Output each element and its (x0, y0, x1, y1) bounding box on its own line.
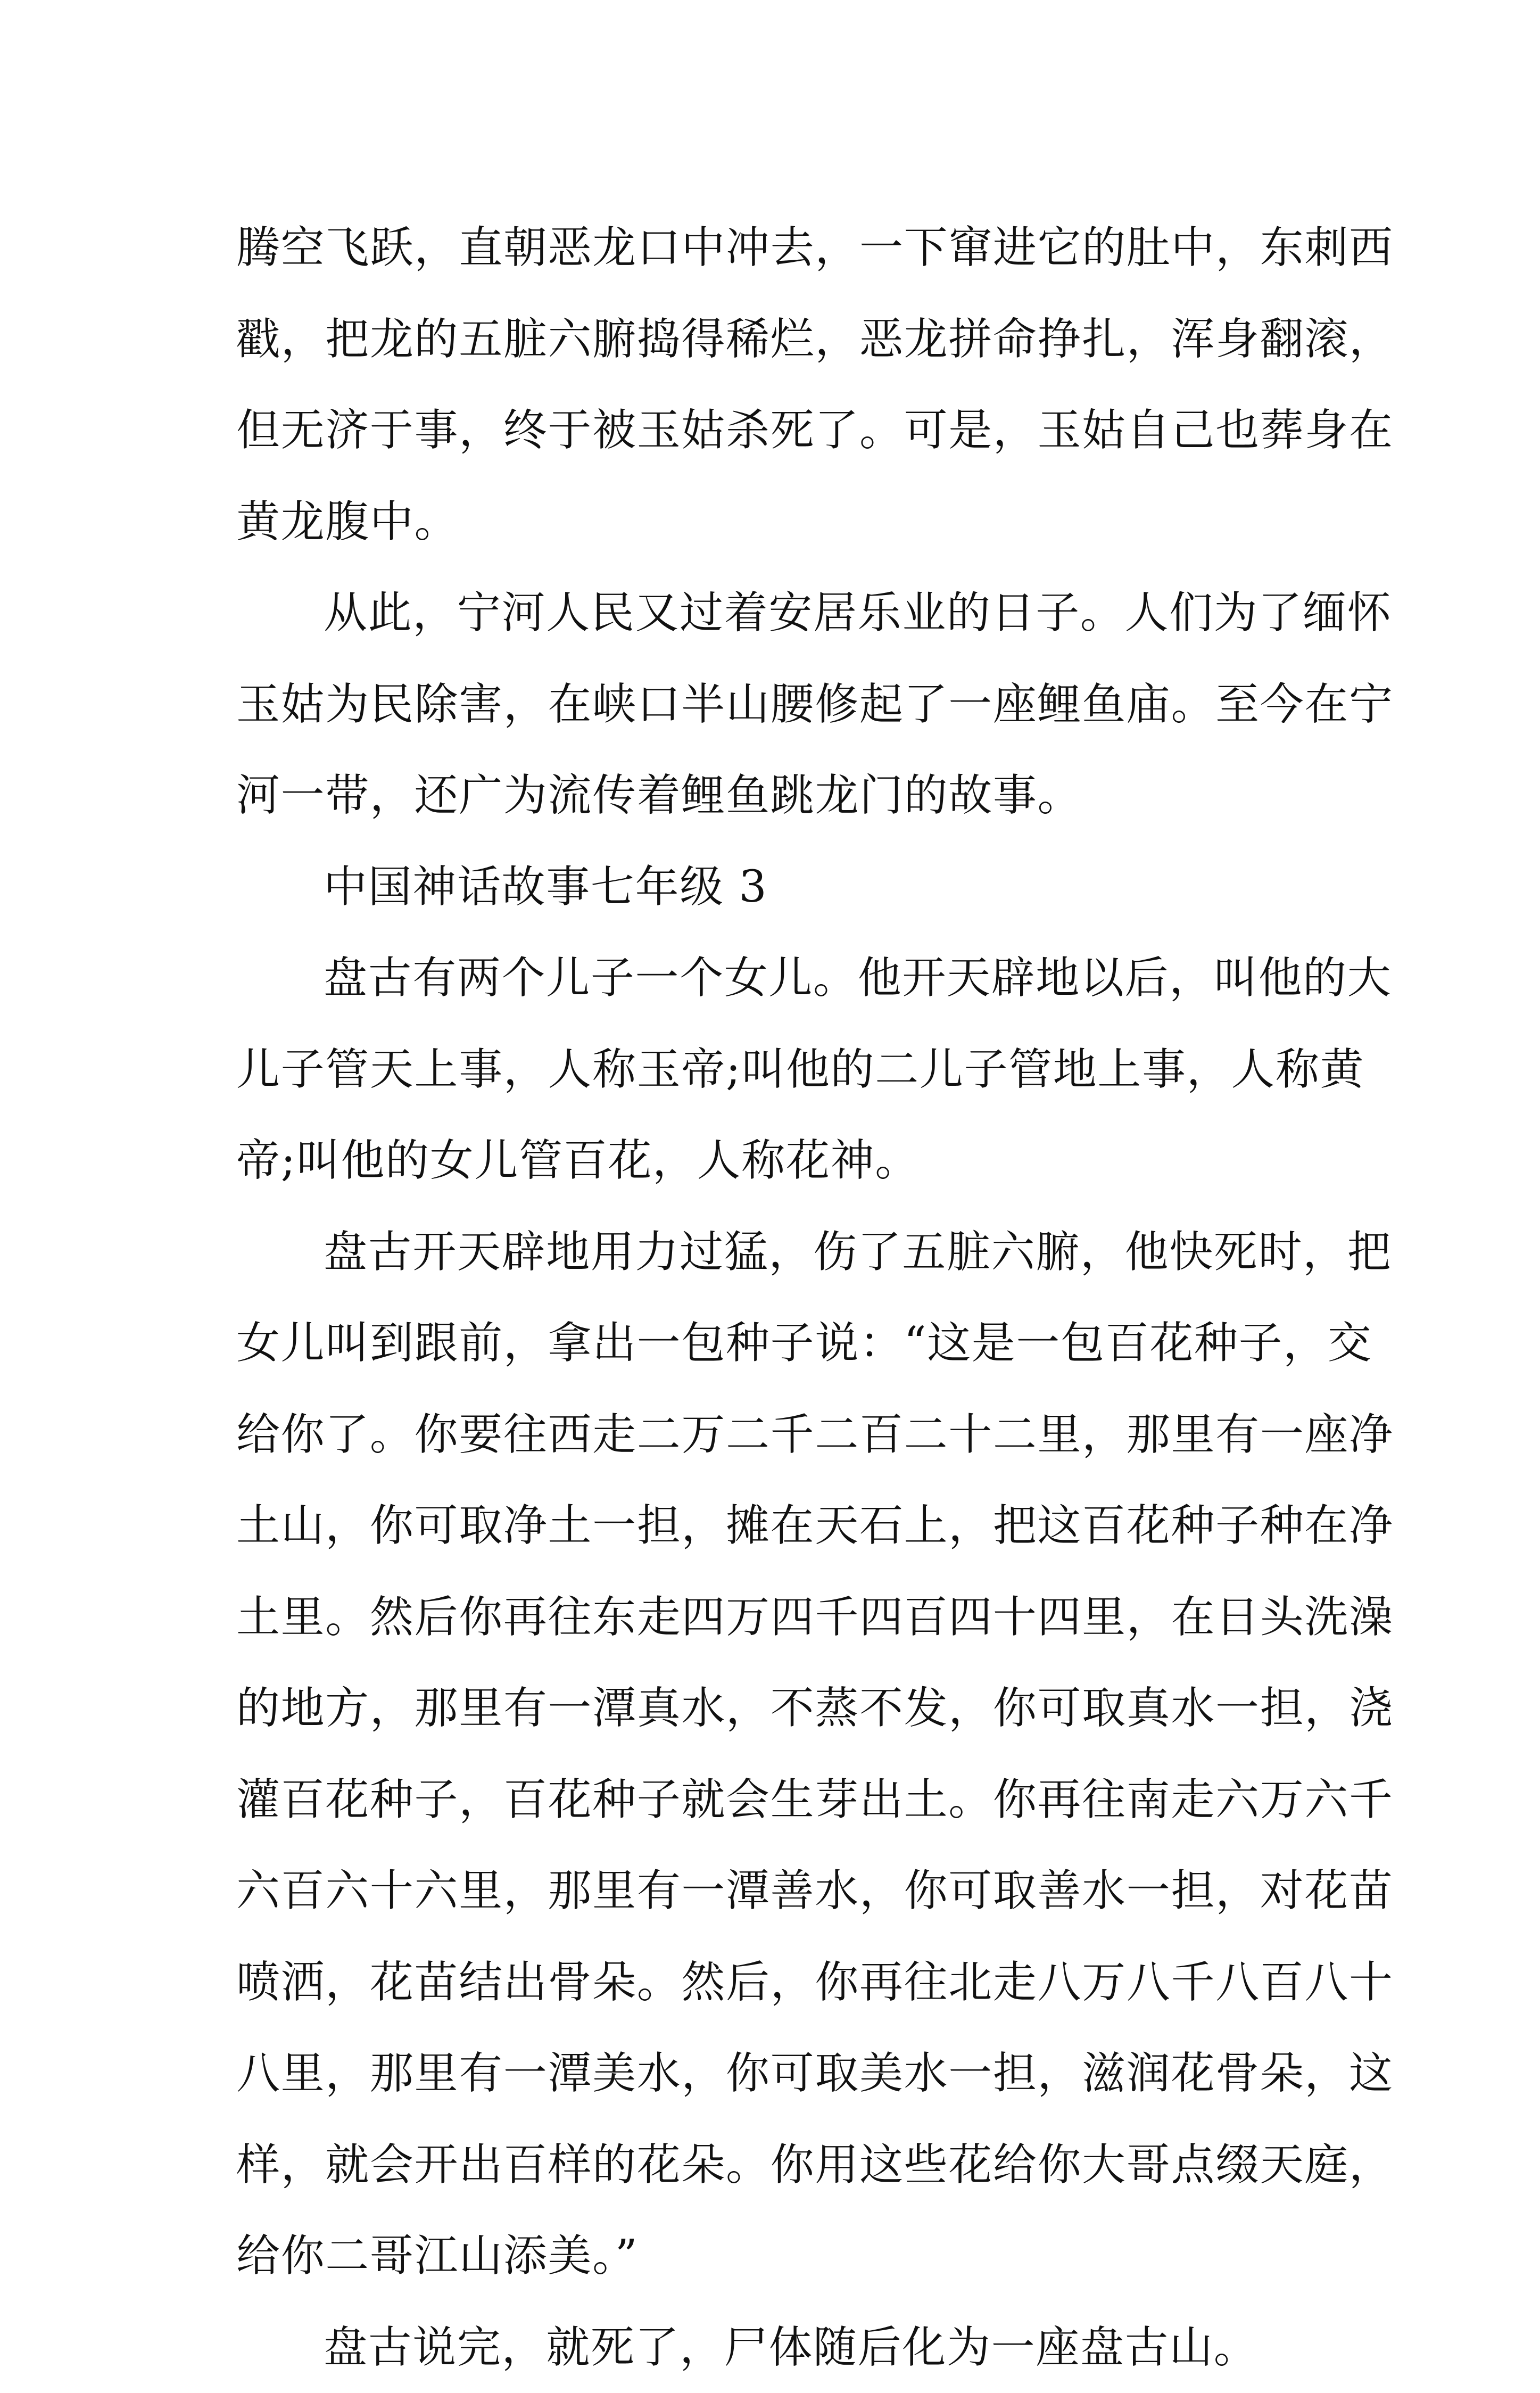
text-line: 土里。然后你再往东走四万四千四百四十四里，在日头洗澡 (236, 1572, 1322, 1663)
text-line: 河一带，还广为流传着鲤鱼跳龙门的故事。 (236, 750, 1322, 841)
paragraph (236, 933, 1322, 1207)
text-line: 儿子管天上事，人称玉帝;叫他的二儿子管地上事，人称黄 (236, 1024, 1322, 1116)
text-line: 但无济于事，终于被玉姑杀死了。可是，玉姑自己也葬身在 (236, 385, 1322, 476)
text-line: 从此，宁河人民又过着安居乐业的日子。人们为了缅怀 (236, 567, 1322, 659)
body-text (236, 202, 1322, 2393)
text-line: 黄龙腹中。 (236, 476, 1322, 568)
text-line: 女儿叫到跟前，拿出一包种子说：“这是一包百花种子，交 (236, 1298, 1322, 1389)
text-line: 八里，那里有一潭美水，你可取美水一担，滋润花骨朵，这 (236, 2028, 1322, 2119)
text-line: 盘古说完，就死了，尸体随后化为一座盘古山。 (236, 2302, 1322, 2393)
text-line: 戳，把龙的五脏六腑捣得稀烂，恶龙拼命挣扎，浑身翻滚， (236, 294, 1322, 385)
paragraph (236, 2302, 1322, 2393)
text-line: 盘古有两个儿子一个女儿。他开天辟地以后，叫他的大 (236, 933, 1322, 1024)
text-line: 帝;叫他的女儿管百花，人称花神。 (236, 1115, 1322, 1207)
text-line: 土山，你可取净土一担，摊在天石上，把这百花种子种在净 (236, 1480, 1322, 1572)
text-line: 玉姑为民除害，在峡口半山腰修起了一座鲤鱼庙。至今在宁 (236, 659, 1322, 750)
text-line: 给你二哥江山添美。” (236, 2210, 1322, 2302)
text-line: 喷洒，花苗结出骨朵。然后，你再往北走八万八千八百八十 (236, 1937, 1322, 2028)
text-line: 盘古开天辟地用力过猛，伤了五脏六腑，他快死时，把 (236, 1207, 1322, 1298)
text-line: 样，就会开出百样的花朵。你用这些花给你大哥点缀天庭， (236, 2119, 1322, 2211)
text-line: 腾空飞跃，直朝恶龙口中冲去，一下窜进它的肚中，东刺西 (236, 202, 1322, 294)
text-line: 灌百花种子，百花种子就会生芽出土。你再往南走六万六千 (236, 1754, 1322, 1846)
section-heading (236, 841, 1322, 933)
text-line: 六百六十六里，那里有一潭善水，你可取善水一担，对花苗 (236, 1845, 1322, 1937)
text-line: 的地方，那里有一潭真水，不蒸不发，你可取真水一担，浇 (236, 1663, 1322, 1754)
paragraph (236, 567, 1322, 841)
text-line: 给你了。你要往西走二万二千二百二十二里，那里有一座净 (236, 1389, 1322, 1481)
heading-text: 中国神话故事七年级 3 (236, 841, 1322, 933)
paragraph (236, 1207, 1322, 2302)
paragraph (236, 202, 1322, 567)
